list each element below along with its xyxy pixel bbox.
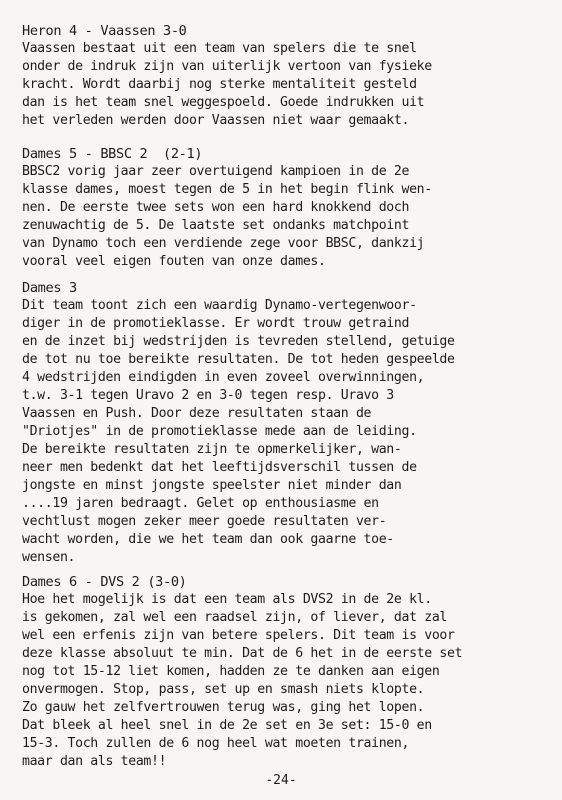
text-line: neer men bedenkt dat het leeftijdsverschil tussen de (22, 460, 417, 475)
section-dames-5 (22, 145, 562, 271)
text-line: het verleden werden door Vaassen niet waar gemaakt. (22, 113, 410, 128)
text-line: Vaassen en Push. Door deze resultaten staan de (22, 406, 372, 421)
section-heading: Heron 4 - Vaassen 3-0 (22, 23, 187, 39)
text-line: nog tot 15-12 liet komen, hadden ze te danken aan eigen (22, 664, 440, 679)
text-line: nen. De eerste twee sets won een hard knokkend doch (22, 200, 410, 215)
text-line: dan is het team snel weggespoeld. Goede indrukken uit (22, 95, 425, 110)
text-line: klasse dames, moest tegen de 5 in het begin flink wen- (22, 182, 432, 197)
text-line: 4 wedstrijden eindigden in even zoveel overwinningen, (22, 370, 425, 385)
text-line: zenuwachtig de 5. De laatste set ondanks matchpoint (22, 218, 410, 233)
text-line: BBSC2 vorig jaar zeer overtuigend kampioen in de 2e (22, 164, 410, 179)
section-heading: Dames 3 (22, 280, 77, 296)
text-line: wel een erfenis zijn van betere spelers. Dit team is voor (22, 628, 455, 643)
section-dames-3 (22, 279, 562, 567)
text-line: Vaassen bestaat uit een team van spelers die te snel (22, 41, 417, 56)
text-line: t.w. 3-1 tegen Uravo 2 en 3-0 tegen resp. Uravo 3 (22, 388, 394, 403)
text-line: diger in de promotieklasse. Er wordt trouw getraind (22, 316, 410, 331)
text-line: vechtlust mogen zeker meer goede resultaten ver- (22, 514, 387, 529)
text-line: De bereikte resultaten zijn te opmerkelijker, wan- (22, 442, 402, 457)
section-heron-4 (22, 22, 562, 130)
text-line: onvermogen. Stop, pass, set up en smash niets klopte. (22, 682, 425, 697)
text-line: de tot nu toe bereikte resultaten. De tot heden gespeelde (22, 352, 455, 367)
text-line: kracht. Wordt daarbij nog sterke mentaliteit gesteld (22, 77, 417, 92)
text-line: deze klasse absoluut te min. Dat de 6 het in de eerste set (22, 646, 463, 661)
text-line: Hoe het mogelijk is dat een team als DVS2 in de 2e kl. (22, 592, 432, 607)
text-line: Dit team toont zich een waardig Dynamo-vertegenwoor- (22, 298, 417, 313)
text-line: wacht worden, die we het team dan ook gaarne toe- (22, 532, 394, 547)
text-line: jongste en minst jongste speelster niet minder dan (22, 478, 402, 493)
page-number: -24- (265, 773, 297, 788)
text-line: 15-3. Toch zullen de 6 nog heel wat moeten trainen, (22, 736, 410, 751)
text-line: onder de indruk zijn van uiterlijk vertoon van fysieke (22, 59, 432, 74)
section-heading: Dames 6 - DVS 2 (3-0) (22, 574, 187, 590)
text-line: ....19 jaren bedraagt. Gelet op enthousiasme en (22, 496, 379, 511)
text-line: maar dan als team!! (22, 754, 167, 769)
text-line: Dat bleek al heel snel in de 2e set en 3e set: 15-0 en (22, 718, 432, 733)
text-line: wensen. (22, 550, 76, 565)
text-line: vooral veel eigen fouten van onze dames. (22, 254, 326, 269)
text-line: is gekomen, zal wel een raadsel zijn, of liever, dat zal (22, 610, 448, 625)
section-dames-6 (22, 573, 562, 771)
text-line: van Dynamo toch een verdiende zege voor BBSC, dankzij (22, 236, 425, 251)
text-line: "Driotjes" in de promotieklasse mede aan de leiding. (22, 424, 417, 439)
text-line: en de inzet bij wedstrijden is tevreden stellend, getuige (22, 334, 455, 349)
section-heading: Dames 5 - BBSC 2 (2-1) (22, 146, 203, 162)
text-line: Zo gauw het zelfvertrouwen terug was, ging het lopen. (22, 700, 425, 715)
